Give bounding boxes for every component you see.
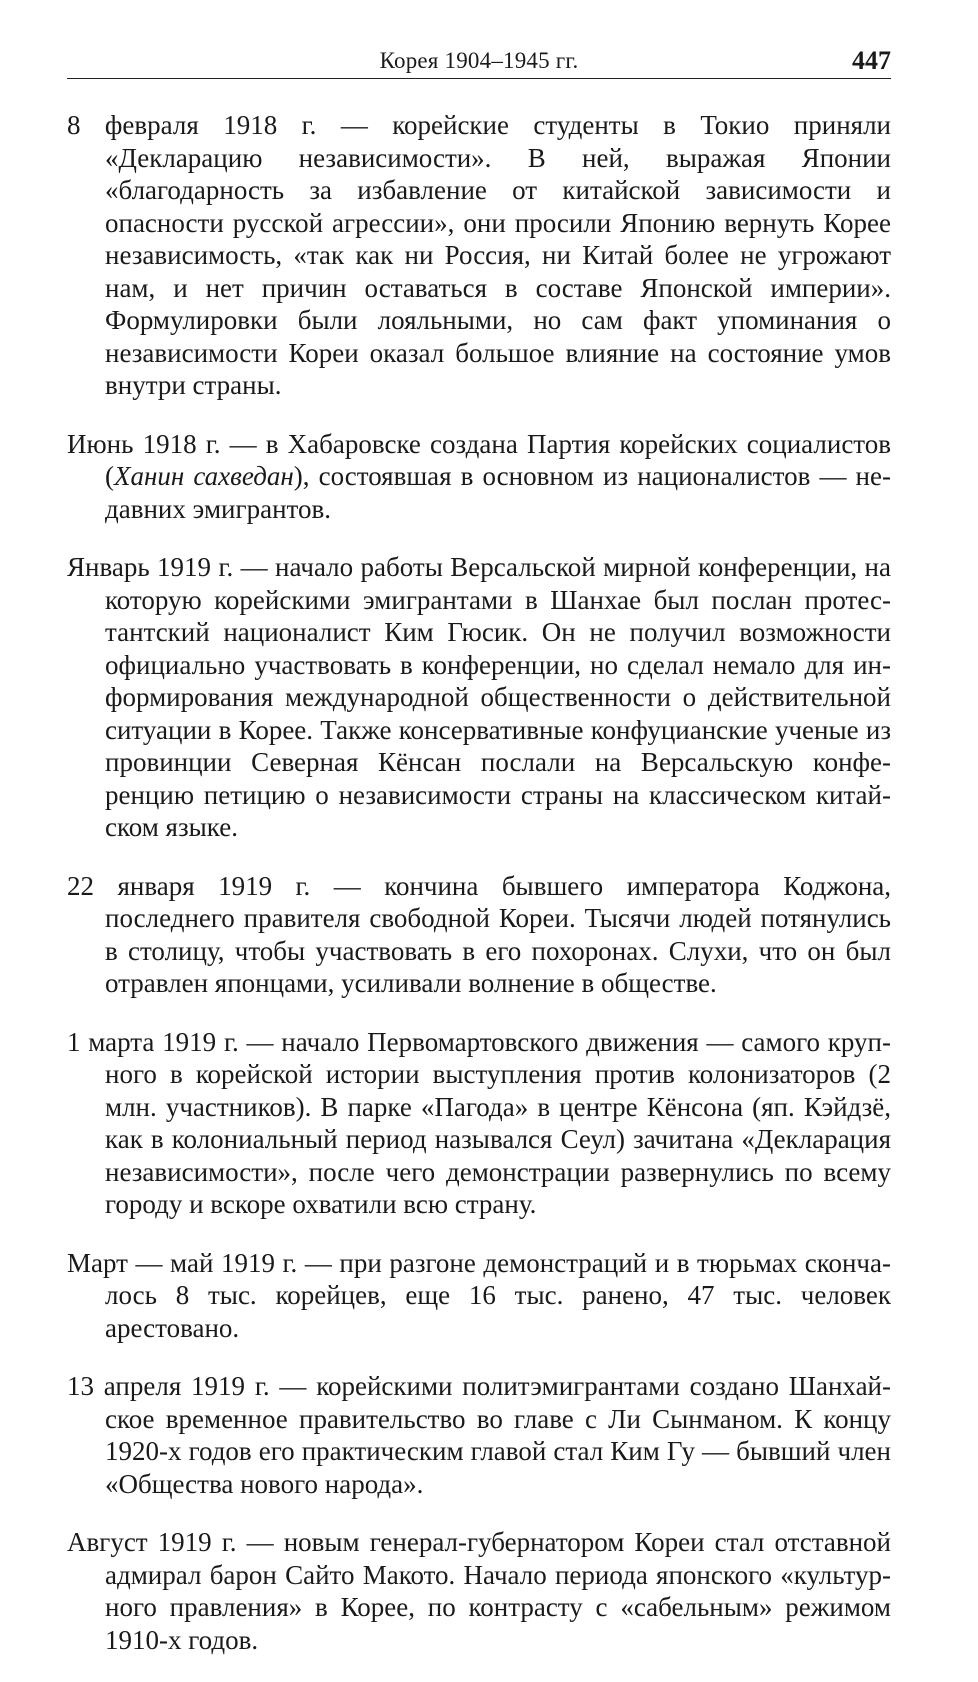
chronology-entry xyxy=(67,1026,891,1221)
entry-italic-term: Ханин сахведан xyxy=(114,461,294,491)
entry-text: Июнь 1918 г. — в Хабаровске создана Партия корейских социалистов ( xyxy=(67,428,891,491)
chronology-list xyxy=(67,109,891,1656)
chronology-entry xyxy=(67,109,891,402)
entry-text: ), состоявшая в основном из националистов — недавних эмигрантов. xyxy=(105,461,891,524)
entry-text: 13 апреля 1919 г. — корейскими политэмигрантами создано Шанхайское временное правительство во главе с Ли Сынманом. К концу 1920-х годов его практическим главой стал Ким Гу — бывший член «Общества нового народа». xyxy=(67,1371,891,1499)
entry-text: 8 февраля 1918 г. — корейские студенты в Токио приняли «Декларацию независимости». В ней, выражая Японии «благодарность за избавление от китайской зависимости и опасности русской агрессии», они просили Японию вернуть Корее независимость, «так как ни Россия, ни Китай более не угрожают нам, и нет причин оставаться в составе Японской империи». Формулировки были лояльными, но сам факт упоминания о независимости Кореи оказал большое влияние на состояние умов внутри страны. xyxy=(67,110,891,400)
running-title: Корея 1904–1945 гг. xyxy=(379,48,579,73)
chronology-entry xyxy=(67,428,891,526)
entry-text: 22 января 1919 г. — кончина бывшего императора Коджона, последнего правителя свободной Кореи. Тысячи людей потянулись в столицу, чтобы участвовать в его похоронах. Слухи, что он был отравлен японцами, усиливали волнение в обществе. xyxy=(67,870,891,998)
book-page xyxy=(67,44,891,1682)
chronology-entry xyxy=(67,1526,891,1656)
entry-text: 1 марта 1919 г. — начало Первомартовского движения — самого крупного в корейской истории выступления против колонизаторов (2 млн. участников). В парке «Пагода» в центре Кёнсона (яп. Кэйдзё, как в колониальный период назывался Сеул) зачитана «Декларация независимости», после чего демонстрации развернулись по всему городу и вскоре охватили всю страну. xyxy=(67,1026,891,1219)
entry-text: Март — май 1919 г. — при разгоне демонстраций и в тюрьмах скончалось 8 тыс. корейцев, еще 16 тыс. ранено, 47 тыс. человек арестовано. xyxy=(67,1247,891,1343)
entry-text: Январь 1919 г. — начало работы Версальской мирной конференции, на которую корейскими эмигрантами в Шанхае был послан протестантский националист Ким Гюсик. Он не получил возможности официально участвовать в конференции, но сделал немало для информирования международной общественности о действительной ситуации в Корее. Также консервативные конфуцианские ученые из провинции Северная Кёнсан послали на Версальскую конференцию петицию о независимости страны на классическом китайском языке. xyxy=(67,552,891,842)
chronology-entry xyxy=(67,551,891,844)
chronology-entry xyxy=(67,870,891,1000)
chronology-entry xyxy=(67,1370,891,1500)
entry-text: Август 1919 г. — новым генерал-губернатором Кореи стал отставной адмирал барон Сайто Макото. Начало периода японского «культурного правления» в Корее, по контрасту с «сабельным» режимом 1910-х годов. xyxy=(67,1527,891,1655)
page-number: 447 xyxy=(852,46,891,75)
chronology-entry xyxy=(67,1247,891,1345)
running-header xyxy=(67,44,891,79)
